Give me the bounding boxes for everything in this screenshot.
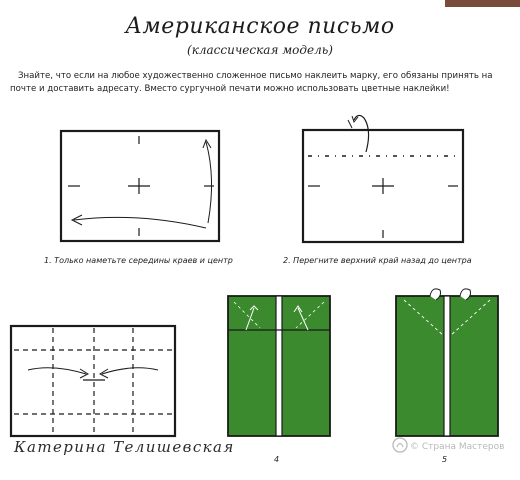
corner-tab — [445, 0, 520, 7]
step-4-diagram — [224, 290, 334, 440]
step-5-diagram — [392, 286, 502, 440]
step-2-diagram — [300, 108, 468, 248]
watermark-text: © Страна Мастеров — [410, 442, 505, 452]
step-5-number: 5 — [442, 455, 448, 464]
page-title: Американское письмо — [125, 14, 395, 39]
watermark-logo-icon — [392, 437, 408, 453]
intro-text: Знайте, что если на любое художественно сложенное письмо наклеить марку, его обязаны принять на почте и доставить адресату. Вместо сургучной печати можно использовать цветные наклейки! — [10, 71, 493, 94]
step-4-number: 4 — [274, 455, 280, 464]
step-1-diagram — [58, 128, 228, 246]
page-subtitle: (классическая модель) — [187, 43, 333, 57]
step-3-diagram — [8, 322, 178, 440]
author-signature: Катерина Телишевская — [14, 438, 235, 456]
step-2-caption: 2. Перегните верхний край назад до центра — [283, 256, 472, 265]
step-1-caption: 1. Только наметьте середины краев и центр — [44, 256, 233, 265]
